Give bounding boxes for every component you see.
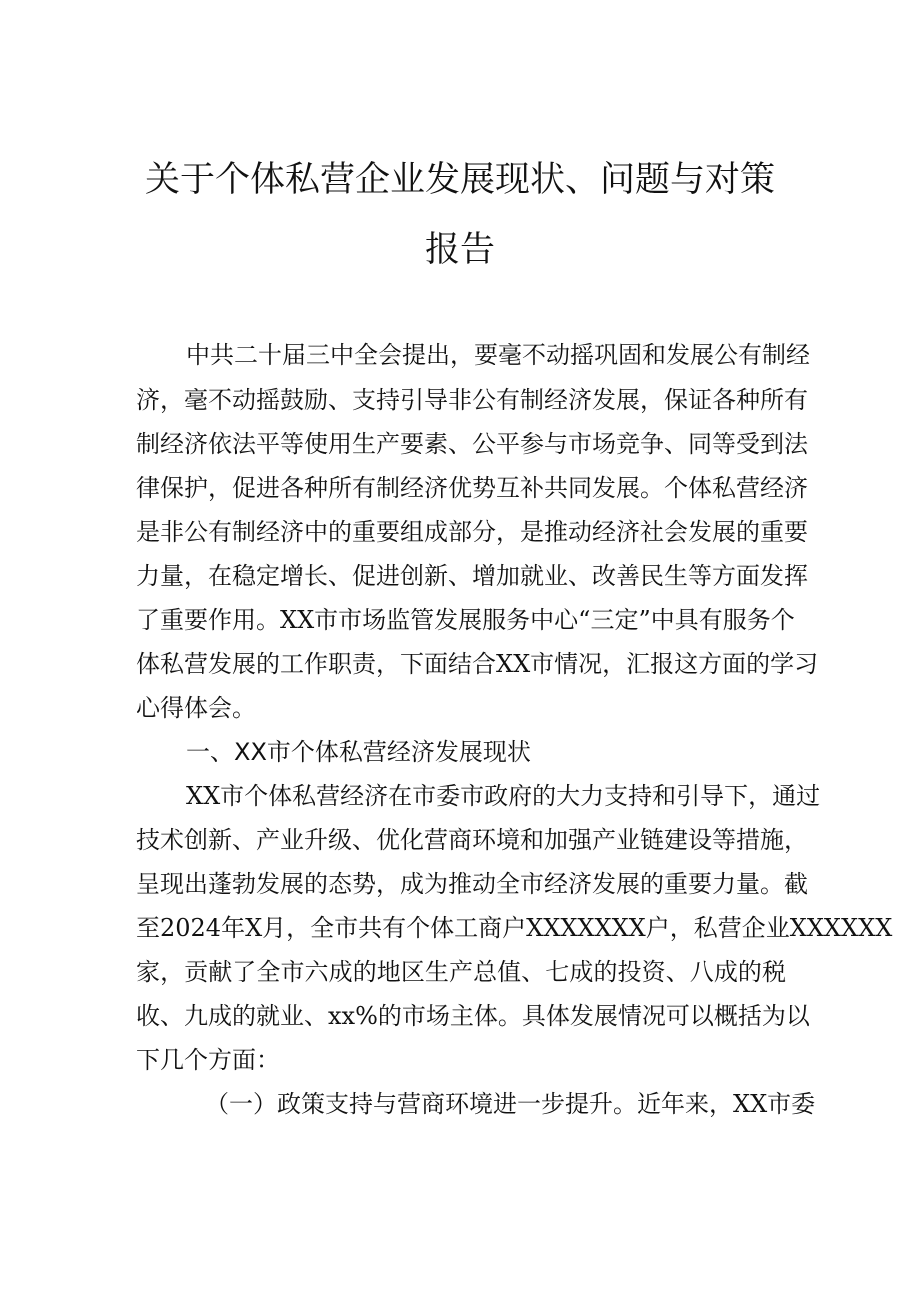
intro-paragraph-line: 心得体会。: [136, 694, 256, 722]
subsection-1-line: （一）政策支持与营商环境进一步提升。近年来，XX市委: [205, 1090, 816, 1118]
section-1-paragraph-line: 收、九成的就业、xx%的市场主体。具体发展情况可以概括为以: [136, 1002, 810, 1030]
section-1-paragraph-line: 下几个方面：: [136, 1046, 280, 1074]
intro-paragraph-line: 体私营发展的工作职责，下面结合XX市情况，汇报这方面的学习: [136, 650, 819, 678]
section-1-heading: 一、XX市个体私营经济发展现状: [186, 738, 531, 766]
intro-paragraph-line: 制经济依法平等使用生产要素、公平参与市场竞争、同等受到法: [136, 430, 808, 458]
intro-paragraph-line: 济，毫不动摇鼓励、支持引导非公有制经济发展，保证各种所有: [136, 386, 808, 414]
section-1-paragraph-line: 至2024年X月，全市共有个体工商户XXXXXXX户，私营企业XXXXXX: [136, 914, 893, 942]
intro-paragraph-line: 是非公有制经济中的重要组成部分，是推动经济社会发展的重要: [136, 518, 808, 546]
section-1-paragraph-line: XX市个体私营经济在市委市政府的大力支持和引导下，通过: [186, 782, 821, 810]
section-1-paragraph-line: 技术创新、产业升级、优化营商环境和加强产业链建设等措施，: [136, 826, 808, 854]
section-1-paragraph-line: 呈现出蓬勃发展的态势，成为推动全市经济发展的重要力量。截: [136, 870, 808, 898]
document-title-line-2: 报告: [424, 230, 495, 270]
document-title-line-1: 关于个体私营企业发展现状、问题与对策: [144, 160, 775, 200]
section-1-paragraph-line: 家，贡献了全市六成的地区生产总值、七成的投资、八成的税: [136, 958, 786, 986]
intro-paragraph-line: 力量，在稳定增长、促进创新、增加就业、改善民生等方面发挥: [136, 562, 808, 590]
intro-paragraph-line: 律保护，促进各种所有制经济优势互补共同发展。个体私营经济: [136, 474, 808, 502]
intro-paragraph-line: 中共二十届三中全会提出，要毫不动摇巩固和发展公有制经: [186, 341, 810, 369]
intro-paragraph-line: 了重要作用。XX市市场监管发展服务中心“三定”中具有服务个: [136, 606, 795, 634]
